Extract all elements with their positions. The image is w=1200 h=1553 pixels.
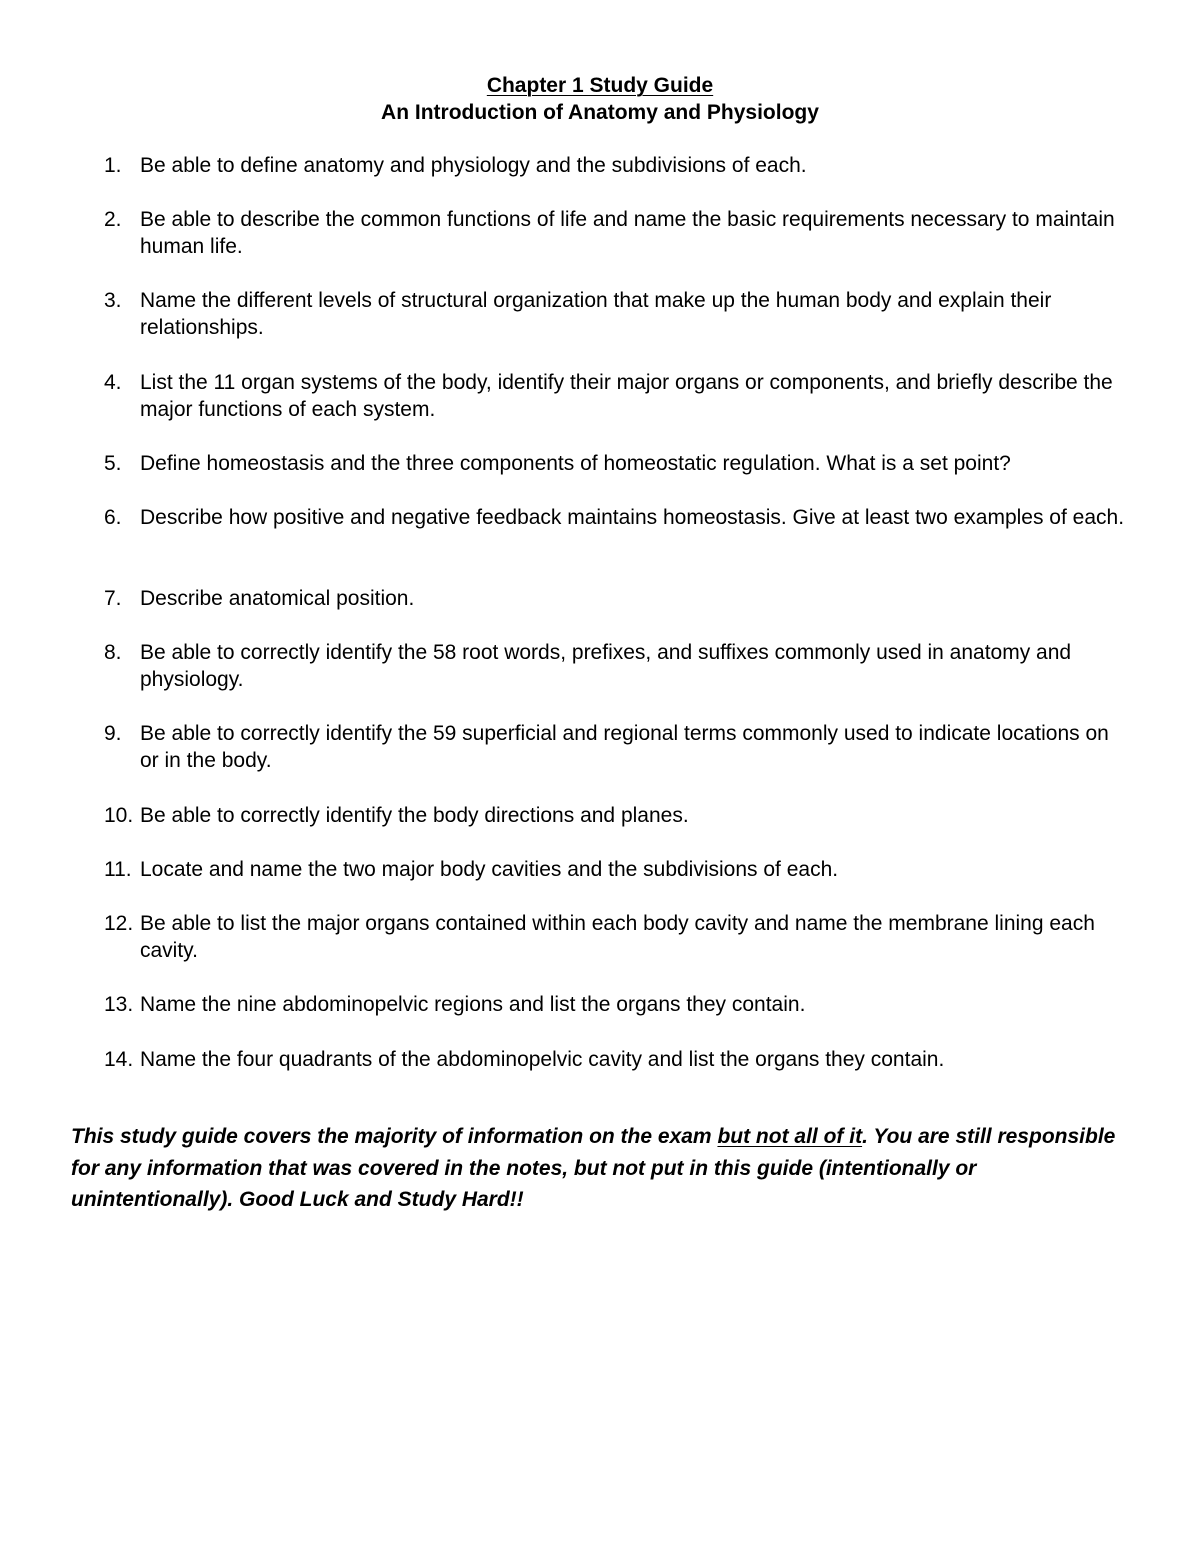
item-text: Be able to list the major organs contained within each body cavity and name the membrane lining each cavity.	[140, 912, 1095, 962]
item-text: Describe anatomical position.	[140, 587, 415, 610]
item-number: 9.	[104, 722, 122, 745]
item-text: Be able to correctly identify the body directions and planes.	[140, 804, 689, 827]
item-text: Be able to define anatomy and physiology and the subdivisions of each.	[140, 154, 807, 177]
item-text: Be able to describe the common functions of life and name the basic requirements necessary to maintain human life.	[140, 208, 1115, 258]
item-number: 7.	[104, 587, 122, 610]
item-text: List the 11 organ systems of the body, identify their major organs or components, and briefly describe the major functions of each system.	[140, 371, 1113, 421]
closing-underlined-text: but not all of it	[717, 1125, 863, 1148]
item-number: 1.	[104, 154, 122, 177]
closing-text-part1: This study guide covers the majority of information on the exam	[71, 1125, 718, 1148]
item-text: Describe how positive and negative feedback maintains homeostasis. Give at least two examples of each.	[140, 506, 1125, 529]
item-number: 2.	[104, 208, 122, 231]
item-number: 8.	[104, 641, 122, 664]
closing-text-part2: . You are still responsible for any information that was covered in the notes, but not put in this guide (intentionally or unintentionally). Good Luck and Study Hard!!	[71, 1125, 1116, 1211]
page-subtitle: An Introduction of Anatomy and Physiology	[381, 101, 819, 124]
item-text: Be able to correctly identify the 59 superficial and regional terms commonly used to indicate locations on or in the body.	[140, 722, 1109, 772]
item-number: 14.	[104, 1048, 134, 1071]
item-text: Define homeostasis and the three components of homeostatic regulation. What is a set point?	[140, 452, 1011, 475]
item-number: 5.	[104, 452, 122, 475]
item-text: Name the nine abdominopelvic regions and list the organs they contain.	[140, 993, 806, 1016]
page-title: Chapter 1 Study Guide	[486, 74, 714, 97]
item-text: Name the four quadrants of the abdominopelvic cavity and list the organs they contain.	[140, 1048, 945, 1071]
item-number: 6.	[104, 506, 122, 529]
item-number: 11.	[104, 858, 132, 881]
item-number: 13.	[104, 993, 134, 1016]
item-number: 3.	[104, 289, 122, 312]
item-number: 4.	[104, 371, 122, 394]
item-number: 10.	[104, 804, 134, 827]
item-number: 12.	[104, 912, 134, 935]
closing-note	[71, 1121, 1131, 1216]
item-text: Locate and name the two major body cavities and the subdivisions of each.	[140, 858, 839, 881]
item-text: Be able to correctly identify the 58 root words, prefixes, and suffixes commonly used in anatomy and physiology.	[140, 641, 1072, 691]
item-text: Name the different levels of structural organization that make up the human body and explain their relationships.	[140, 289, 1052, 339]
